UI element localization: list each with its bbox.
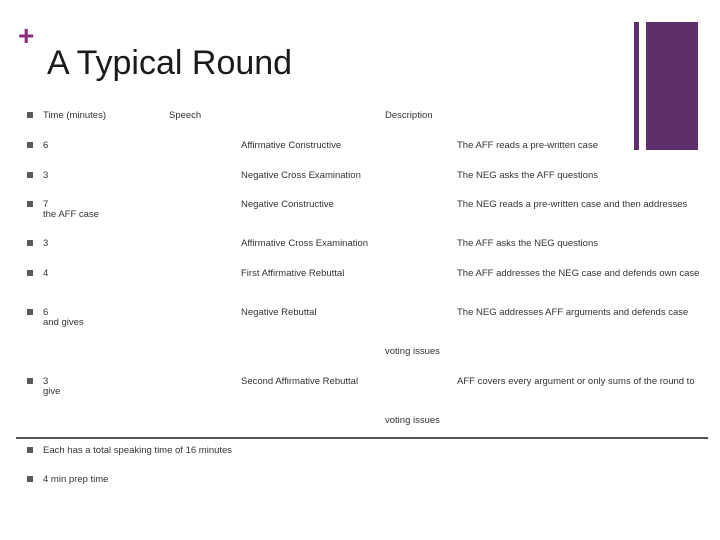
bullet-icon (27, 201, 33, 207)
row-speech: Negative Cross Examination (241, 170, 361, 181)
row-time: 6 (43, 140, 49, 151)
bullet-icon (27, 447, 33, 453)
plus-icon: + (18, 20, 35, 51)
row-description: The NEG asks the AFF questions (457, 170, 598, 181)
row-description-continuation: voting issues (385, 415, 440, 426)
row-time-continuation: the AFF case (43, 209, 99, 220)
row-description: AFF covers every argument or only sums of the round to (457, 376, 695, 387)
row-time-continuation: and gives (43, 317, 84, 328)
row-time: 6 (43, 307, 49, 318)
row-description: The AFF reads a pre-written case (457, 140, 598, 151)
accent-bar-thick (646, 22, 698, 150)
row-speech: Negative Constructive (241, 199, 334, 210)
bullet-icon (27, 112, 33, 118)
divider-line (16, 437, 708, 439)
row-speech: Affirmative Constructive (241, 140, 342, 151)
header-speech: Speech (169, 110, 202, 121)
bullet-icon (27, 270, 33, 276)
row-time: 7 (43, 199, 49, 210)
row-description-continuation: voting issues (385, 346, 440, 357)
row-description: The AFF asks the NEG questions (457, 238, 598, 249)
bullet-icon (27, 378, 33, 384)
row-speech: First Affirmative Rebuttal (241, 268, 345, 279)
note-total-time: Each has a total speaking time of 16 minutes (43, 445, 233, 456)
row-time-continuation: give (43, 386, 61, 397)
header-time: Time (minutes) (43, 110, 106, 121)
bullet-icon (27, 309, 33, 315)
bullet-icon (27, 142, 33, 148)
bullet-icon (27, 240, 33, 246)
row-speech: Negative Rebuttal (241, 307, 317, 318)
row-time: 3 (43, 376, 49, 387)
slide-title: A Typical Round (47, 44, 293, 82)
row-description: The AFF addresses the NEG case and defends own case (457, 268, 700, 279)
bullet-icon (27, 172, 33, 178)
header-description: Description (385, 110, 433, 121)
row-time: 3 (43, 238, 49, 249)
row-time: 3 (43, 170, 49, 181)
row-time: 4 (43, 268, 49, 279)
row-description: The NEG reads a pre-written case and then addresses (457, 199, 688, 210)
row-speech: Second Affirmative Rebuttal (241, 376, 359, 387)
note-prep-time: 4 min prep time (43, 474, 109, 485)
row-speech: Affirmative Cross Examination (241, 238, 369, 249)
bullet-icon (27, 476, 33, 482)
accent-bar-thin (634, 22, 639, 150)
row-description: The NEG addresses AFF arguments and defends case (457, 307, 689, 318)
